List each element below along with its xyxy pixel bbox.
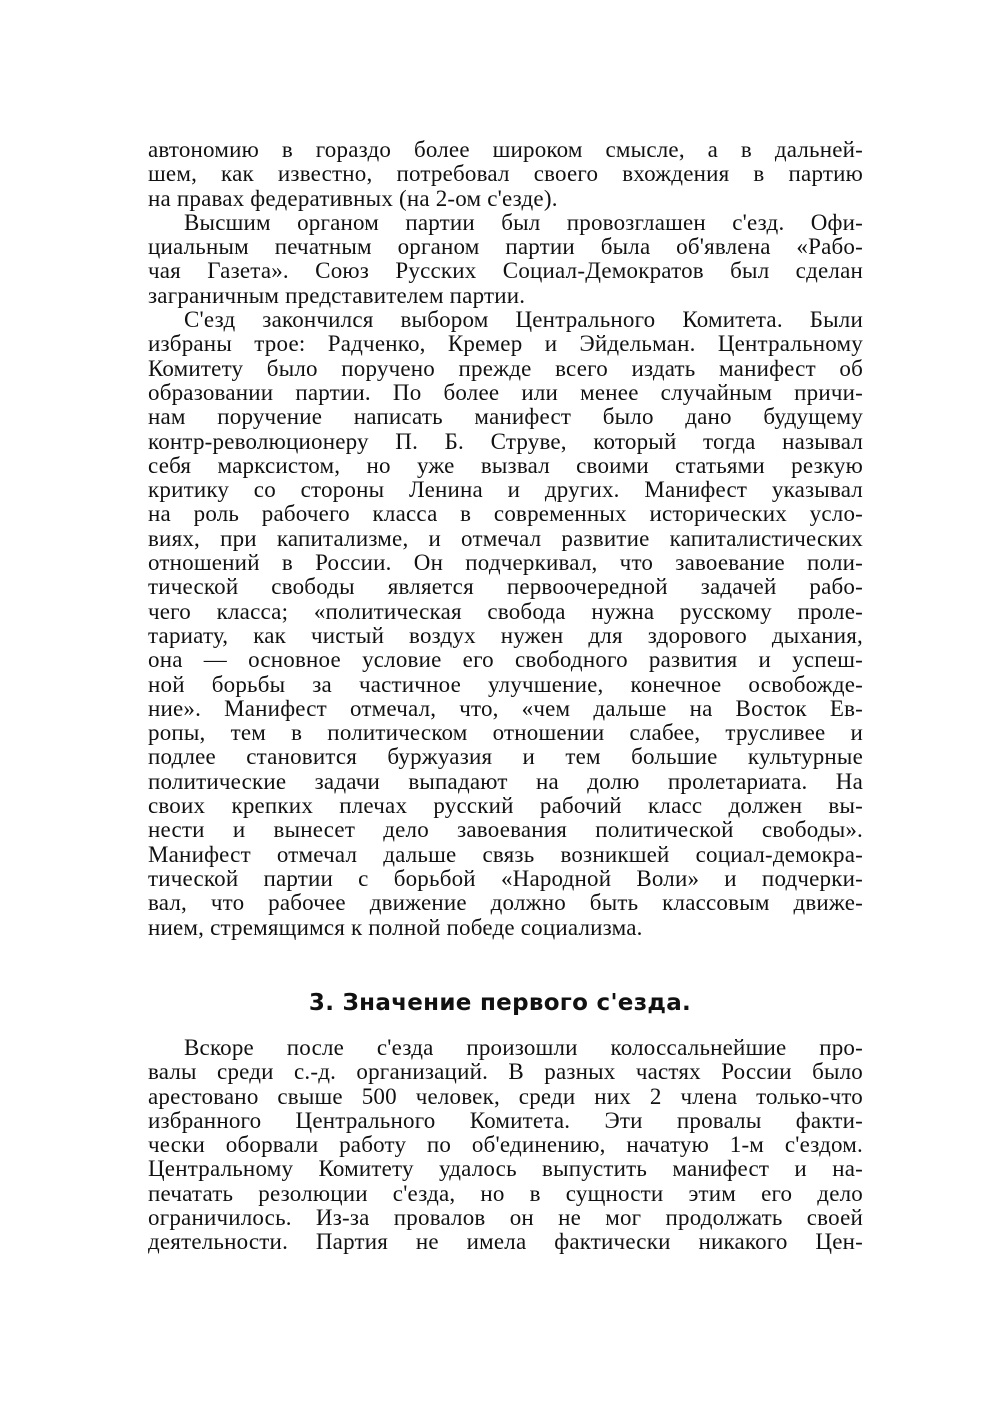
text-line: чего класса; «политическая свобода нужна русскому проле- [148,598,863,624]
text-line: циальным печатным органом партии была об'явлена «Рабо- [148,234,863,260]
body-text-upper [148,138,863,940]
text-line: ограничилось. Из-за провалов он не мог продолжать своей [148,1205,863,1231]
text-line: нам поручение написать манифест было дано будущему [148,404,863,430]
text-line: образовании партии. По более или менее случайным причи- [148,379,863,405]
text-line: арестовано свыше 500 человек, среди них 2 члена только-что [148,1083,863,1109]
text-line: шем, как известно, потребовал своего вхождения в партию [148,161,863,187]
body-text-lower [148,1036,863,1255]
text-line: С'езд закончился выбором Центрального Комитета. Были [184,307,863,333]
text-line: автономию в гораздо более широком смысле, а в дальней- [148,137,863,162]
text-line: печатать резолюции с'езда, но в сущности этим его дело [148,1180,863,1206]
text-line: себя марксистом, но уже вызвал своими статьями резкую [148,452,863,478]
text-line: вал, что рабочее движение должно быть классовым движе- [148,890,863,916]
paragraph-3 [148,308,863,940]
text-line: Манифест отмечал дальше связь возникшей социал-демокра- [148,841,863,867]
text-line: тической партии с борьбой «Народной Воли» и подчерки- [148,865,863,891]
text-line: заграничным представителем партии. [148,282,526,308]
text-line: Центральному Комитету удалось выпустить манифест и на- [148,1156,863,1182]
text-line: виях, при капитализме, и отмечал развитие капиталистических [148,525,863,551]
text-line: подлее становится буржуазия и тем большие культурные [148,744,863,770]
text-line: своих крепких плечах русский рабочий класс должен вы- [148,793,863,819]
text-line: ной борьбы за частичное улучшение, конечное освобожде- [148,671,863,697]
text-line: Вскоре после с'езда произошли колоссальнейшие про- [184,1035,863,1060]
text-line: чая Газета». Союз Русских Социал-Демократов был сделан [148,258,863,284]
paragraph-2 [148,211,863,308]
text-line: Высшим органом партии был провозглашен с'езд. Офи- [184,209,863,235]
text-line: она — основное условие его свободного развития и успеш- [148,647,863,673]
text-line: ропы, тем в политическом отношении слабее, трусливее и [148,720,863,746]
text-line: политические задачи выпадают на долю пролетариата. На [148,768,863,794]
text-line: ние». Манифест отмечал, что, «чем дальше на Восток Ев- [148,695,863,721]
section-heading: 3. Значение первого с'езда. [308,990,692,1016]
text-line: на роль рабочего класса в современных исторических усло- [148,501,863,527]
text-line: избранного Центрального Комитета. Эти провалы факти- [148,1107,863,1133]
text-line: критику со стороны Ленина и других. Манифест указывал [148,477,863,503]
paragraph-4 [148,1036,863,1255]
text-line: валы среди с.-д. организаций. В разных частях России было [148,1059,863,1085]
paragraph-1 [148,138,863,211]
text-line: контр-революционеру П. Б. Струве, который тогда называл [148,428,863,454]
text-line: на правах федеративных (на 2-ом с'езде). [148,185,558,211]
text-line: Комитету было поручено прежде всего издать манифест об [148,355,863,381]
text-line: тической свободы является первоочередной задачей рабо- [148,574,863,600]
text-line: тариату, как чистый воздух нужен для здорового дыхания, [148,622,863,648]
text-line: нести и вынесет дело завоевания политической свободы». [148,817,863,843]
text-line: отношений в России. Он подчеркивал, что завоевание поли- [148,550,863,576]
text-line: нием, стремящимся к полной победе социализма. [148,914,643,940]
text-line: деятельности. Партия не имела фактически никакого Цен- [148,1229,863,1255]
text-line: избраны трое: Радченко, Кремер и Эйдельман. Центральному [148,331,863,357]
text-line: чески оборвали работу по об'единению, начатую 1-м с'ездом. [148,1132,863,1158]
